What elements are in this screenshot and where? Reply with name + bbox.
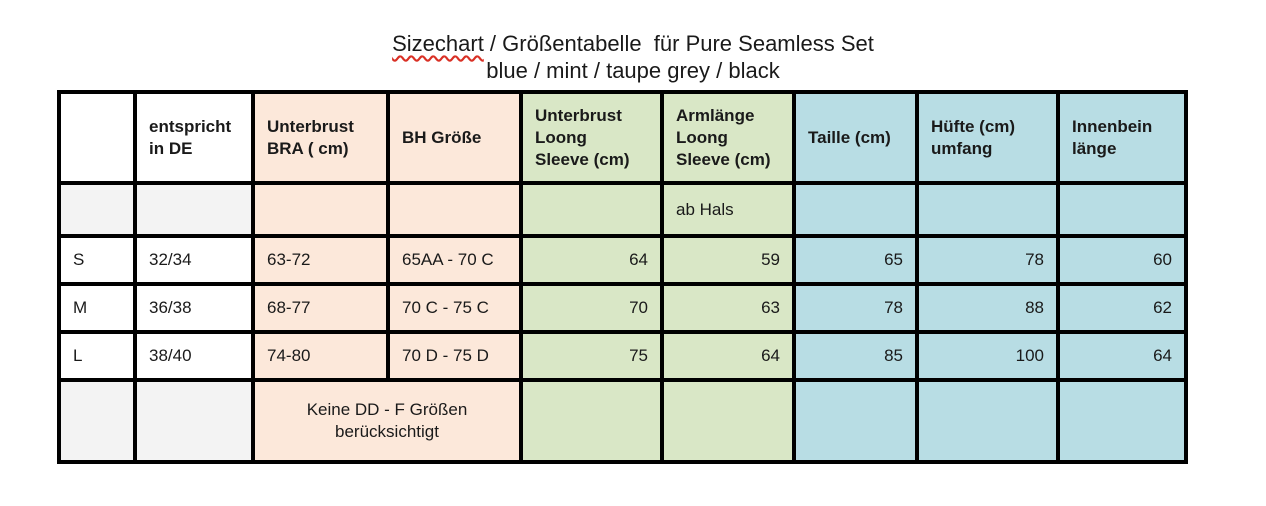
note-cell — [61, 185, 133, 234]
table-cell-size: S — [61, 238, 133, 282]
table-cell: 65 — [796, 238, 915, 282]
footer-cell — [137, 382, 251, 460]
header-waist: Taille (cm) — [796, 94, 915, 181]
footer-cell — [1060, 382, 1184, 460]
table-cell: 62 — [1060, 286, 1184, 330]
title-rest: / Größentabelle für Pure Seamless Set — [483, 31, 874, 56]
footer-cell — [523, 382, 660, 460]
table-cell: 64 — [523, 238, 660, 282]
table-cell: 70 D - 75 D — [390, 334, 519, 378]
table-cell: 38/40 — [137, 334, 251, 378]
footer-note-no-dd-f-sizes: Keine DD - F Größen berücksichtigt — [255, 382, 519, 460]
title-sizechart: Sizechart — [392, 31, 484, 56]
table-cell: 59 — [664, 238, 792, 282]
table-cell-size: L — [61, 334, 133, 378]
table-cell: 32/34 — [137, 238, 251, 282]
table-cell: 64 — [1060, 334, 1184, 378]
header-hip: Hüfte (cm) umfang — [919, 94, 1056, 181]
note-from-neck: ab Hals — [664, 185, 792, 234]
footer-cell — [919, 382, 1056, 460]
table-cell: 74-80 — [255, 334, 386, 378]
table-cell: 78 — [919, 238, 1056, 282]
header-empty — [61, 94, 133, 181]
header-bra-size: BH Größe — [390, 94, 519, 181]
table-cell: 64 — [664, 334, 792, 378]
footer-cell — [664, 382, 792, 460]
table-cell: 85 — [796, 334, 915, 378]
table-cell: 100 — [919, 334, 1056, 378]
footer-cell — [796, 382, 915, 460]
table-cell: 88 — [919, 286, 1056, 330]
note-cell — [137, 185, 251, 234]
header-underbust-long-sleeve: Unterbrust Loong Sleeve (cm) — [523, 94, 660, 181]
table-cell-size: M — [61, 286, 133, 330]
header-inseam: Innenbein länge — [1060, 94, 1184, 181]
note-cell — [919, 185, 1056, 234]
note-cell — [1060, 185, 1184, 234]
table-cell: 70 — [523, 286, 660, 330]
note-cell — [255, 185, 386, 234]
table-cell: 36/38 — [137, 286, 251, 330]
table-cell: 78 — [796, 286, 915, 330]
title-line-2: blue / mint / taupe grey / black — [486, 58, 780, 83]
table-cell: 65AA - 70 C — [390, 238, 519, 282]
size-table — [57, 90, 1188, 464]
header-underbust-bra: Unterbrust BRA ( cm) — [255, 94, 386, 181]
chart-title — [0, 30, 1266, 84]
table-cell: 60 — [1060, 238, 1184, 282]
note-cell — [796, 185, 915, 234]
table-cell: 75 — [523, 334, 660, 378]
header-arm-length-long-sleeve: Armlänge Loong Sleeve (cm) — [664, 94, 792, 181]
table-cell: 63-72 — [255, 238, 386, 282]
note-cell — [390, 185, 519, 234]
footer-cell — [61, 382, 133, 460]
note-cell — [523, 185, 660, 234]
table-cell: 68-77 — [255, 286, 386, 330]
table-cell: 63 — [664, 286, 792, 330]
title-line-1 — [0, 30, 1266, 57]
header-de-size: entspricht in DE — [137, 94, 251, 181]
table-cell: 70 C - 75 C — [390, 286, 519, 330]
